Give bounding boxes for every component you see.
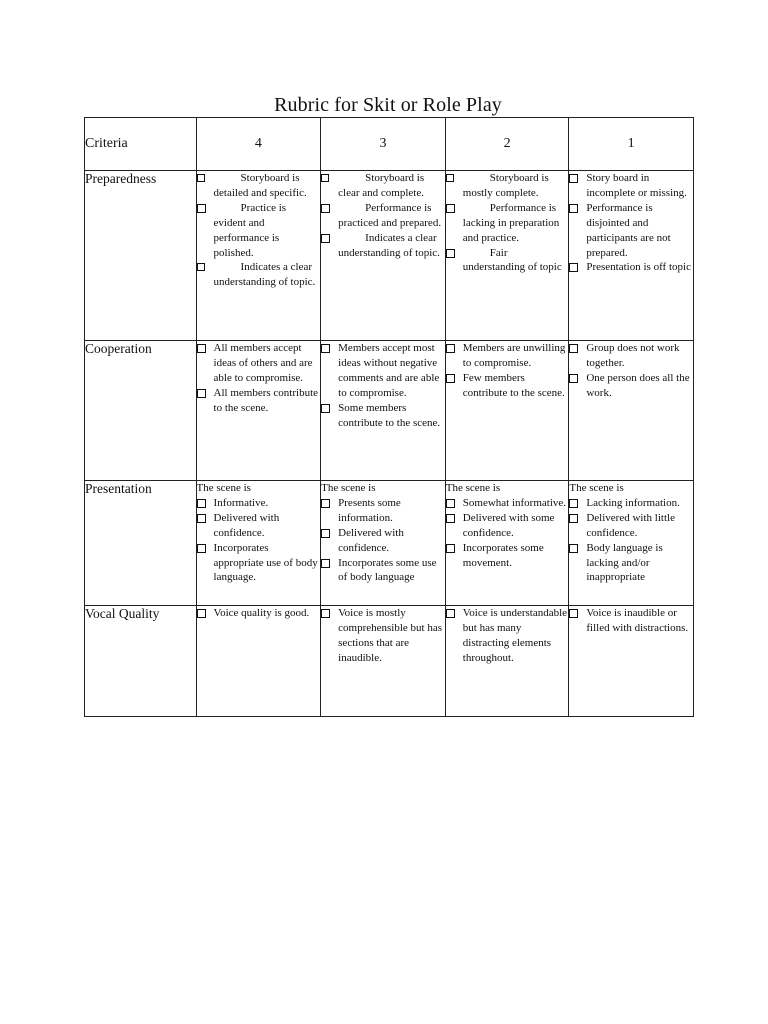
checkbox-icon [321, 234, 330, 243]
cell-intro-text: The scene is [445, 482, 501, 494]
rubric-bullet-item [446, 511, 569, 541]
bullet-text: Performance is lacking in preparation and practice. [462, 201, 560, 244]
table-row [85, 171, 694, 341]
table-row [85, 481, 694, 606]
bullet-text: Voice is inaudible or filled with distractions. [586, 607, 689, 634]
checkbox-icon [569, 204, 578, 213]
rubric-bullet-item [321, 526, 445, 556]
bullet-text: All members accept ideas of others and are able to compromise. [213, 342, 313, 384]
checkbox-icon [446, 499, 455, 508]
checkbox-icon [569, 344, 578, 353]
checkbox-icon [321, 609, 330, 618]
rubric-bullet-item [446, 341, 569, 371]
checkbox-icon [321, 344, 330, 353]
rubric-cell [569, 606, 694, 717]
bullet-text: Lacking information. [586, 496, 680, 509]
checkbox-icon [569, 609, 578, 618]
checkbox-icon [446, 249, 455, 258]
checkbox-icon [569, 499, 578, 508]
score-column-header: 2 [445, 118, 569, 171]
criterion-label: Cooperation [85, 341, 197, 481]
criterion-label: Presentation [85, 481, 197, 606]
rubric-cell [321, 171, 446, 341]
bullet-text: Delivered with little confidence. [586, 511, 675, 539]
checkbox-icon [321, 559, 330, 568]
bullet-text: Performance is disjointed and participants are not prepared. [586, 201, 671, 259]
checkbox-icon [321, 404, 330, 413]
bullet-text: Voice is understandable but has many distracting elements throughout. [462, 607, 568, 664]
bullet-text: Somewhat informative. [462, 496, 567, 509]
rubric-cell [445, 606, 569, 717]
rubric-bullet-item [569, 541, 693, 586]
bullet-text: Incorporates some use of body language [338, 556, 437, 584]
rubric-bullet-item [569, 171, 693, 201]
checkbox-icon [197, 514, 206, 523]
checkbox-icon [446, 204, 455, 213]
rubric-cell [321, 341, 446, 481]
bullet-text: Story board in incomplete or missing. [586, 172, 687, 199]
rubric-cell [321, 481, 446, 606]
rubric-cell [445, 481, 569, 606]
rubric-bullet-item [197, 541, 321, 586]
rubric-bullet-item [197, 606, 321, 621]
rubric-cell [196, 606, 321, 717]
checkbox-icon [197, 499, 206, 508]
rubric-cell [445, 341, 569, 481]
checkbox-icon [569, 263, 578, 272]
rubric-bullet-item [321, 231, 445, 261]
bullet-text: Delivered with confidence. [213, 511, 280, 539]
bullet-text: Voice quality is good. [213, 607, 310, 619]
rubric-bullet-item [321, 496, 445, 526]
rubric-bullet-item [197, 171, 321, 201]
rubric-bullet-item [197, 511, 321, 541]
bullet-text: Members accept most ideas without negative comments and are able to compromise. [338, 342, 440, 399]
bullet-text: Presentation is off topic [586, 261, 691, 274]
bullet-text: Incorporates some movement. [462, 541, 544, 569]
rubric-bullet-item [569, 496, 693, 511]
score-column-header: 1 [569, 118, 694, 171]
checkbox-icon [446, 344, 455, 353]
page-title: Rubric for Skit or Role Play [274, 94, 502, 116]
checkbox-icon [197, 174, 205, 182]
checkbox-icon [197, 389, 206, 398]
rubric-cell [569, 341, 694, 481]
checkbox-icon [446, 174, 454, 182]
criterion-label: Vocal Quality [85, 606, 197, 717]
rubric-cell [196, 481, 321, 606]
checkbox-icon [569, 174, 578, 183]
rubric-bullet-item [446, 606, 569, 666]
checkbox-icon [197, 344, 206, 353]
rubric-bullet-item [569, 201, 693, 261]
checkbox-icon [197, 204, 206, 213]
rubric-bullet-item [569, 371, 693, 401]
checkbox-icon [197, 609, 206, 618]
criterion-label: Preparedness [85, 171, 197, 341]
rubric-bullet-item [197, 496, 321, 511]
score-column-header: 4 [196, 118, 321, 171]
rubric-bullet-item [569, 260, 693, 275]
rubric-bullet-item [197, 386, 321, 416]
bullet-text: Members are unwilling to compromise. [462, 342, 566, 369]
checkbox-icon [569, 514, 578, 523]
rubric-bullet-item [569, 606, 693, 636]
checkbox-icon [446, 544, 455, 553]
bullet-text: Indicates a clear understanding of topic. [338, 231, 440, 259]
cell-intro-text: The scene is [196, 482, 251, 494]
rubric-cell [445, 171, 569, 341]
bullet-text: Storyboard is detailed and specific. [213, 172, 307, 199]
bullet-text: Delivered with confidence. [338, 526, 404, 554]
bullet-text: Fair understanding of topic [462, 246, 562, 274]
bullet-text: Indicates a clear understanding of topic. [213, 261, 316, 289]
bullet-text: Storyboard is clear and complete. [338, 172, 425, 199]
bullet-text: One person does all the work. [586, 371, 690, 399]
rubric-cell [196, 341, 321, 481]
checkbox-icon [197, 263, 205, 271]
bullet-text: Group does not work together. [586, 342, 680, 369]
bullet-text: All members contribute to the scene. [213, 386, 319, 414]
table-row [85, 606, 694, 717]
rubric-bullet-item [446, 201, 569, 246]
bullet-text: Performance is practiced and prepared. [338, 201, 442, 229]
rubric-cell [569, 481, 694, 606]
rubric-bullet-item [569, 511, 693, 541]
criteria-column-header: Criteria [85, 118, 197, 171]
rubric-bullet-item [321, 171, 445, 201]
rubric-cell [569, 171, 694, 341]
checkbox-icon [197, 544, 206, 553]
checkbox-icon [321, 204, 330, 213]
rubric-bullet-item [321, 401, 445, 431]
rubric-bullet-item [446, 246, 569, 276]
score-column-header: 3 [321, 118, 446, 171]
bullet-text: Presents some information. [338, 496, 401, 524]
rubric-bullet-item [446, 496, 569, 511]
bullet-text: Informative. [213, 496, 269, 509]
rubric-bullet-item [321, 606, 445, 666]
bullet-text: Incorporates appropriate use of body language. [213, 541, 318, 584]
rubric-cell [321, 606, 446, 717]
bullet-text: Few members contribute to the scene. [462, 371, 565, 399]
bullet-text: Voice is mostly comprehensible but has sections that are inaudible. [338, 607, 443, 664]
checkbox-icon [321, 174, 329, 182]
rubric-cell [196, 171, 321, 341]
checkbox-icon [569, 544, 578, 553]
rubric-bullet-item [197, 201, 321, 261]
rubric-bullet-item [321, 556, 445, 586]
rubric-bullet-item [569, 341, 693, 371]
rubric-table [84, 117, 694, 717]
bullet-text: Delivered with some confidence. [462, 511, 555, 539]
checkbox-icon [446, 609, 455, 618]
rubric-bullet-item [321, 201, 445, 231]
cell-intro-text: The scene is [569, 482, 624, 494]
bullet-text: Some members contribute to the scene. [338, 401, 441, 429]
checkbox-icon [569, 374, 578, 383]
table-row [85, 341, 694, 481]
rubric-bullet-item [446, 541, 569, 571]
checkbox-icon [446, 374, 455, 383]
rubric-bullet-item [197, 341, 321, 386]
rubric-bullet-item [197, 260, 321, 290]
checkbox-icon [321, 529, 330, 538]
cell-intro-text: The scene is [321, 482, 376, 494]
rubric-bullet-item [321, 341, 445, 401]
rubric-bullet-item [446, 171, 569, 201]
table-header-row [85, 118, 694, 171]
checkbox-icon [321, 499, 330, 508]
checkbox-icon [446, 514, 455, 523]
bullet-text: Storyboard is mostly complete. [462, 172, 549, 199]
rubric-bullet-item [446, 371, 569, 401]
bullet-text: Body language is lacking and/or inappropriate [586, 541, 663, 584]
bullet-text: Practice is evident and performance is polished. [213, 201, 287, 259]
